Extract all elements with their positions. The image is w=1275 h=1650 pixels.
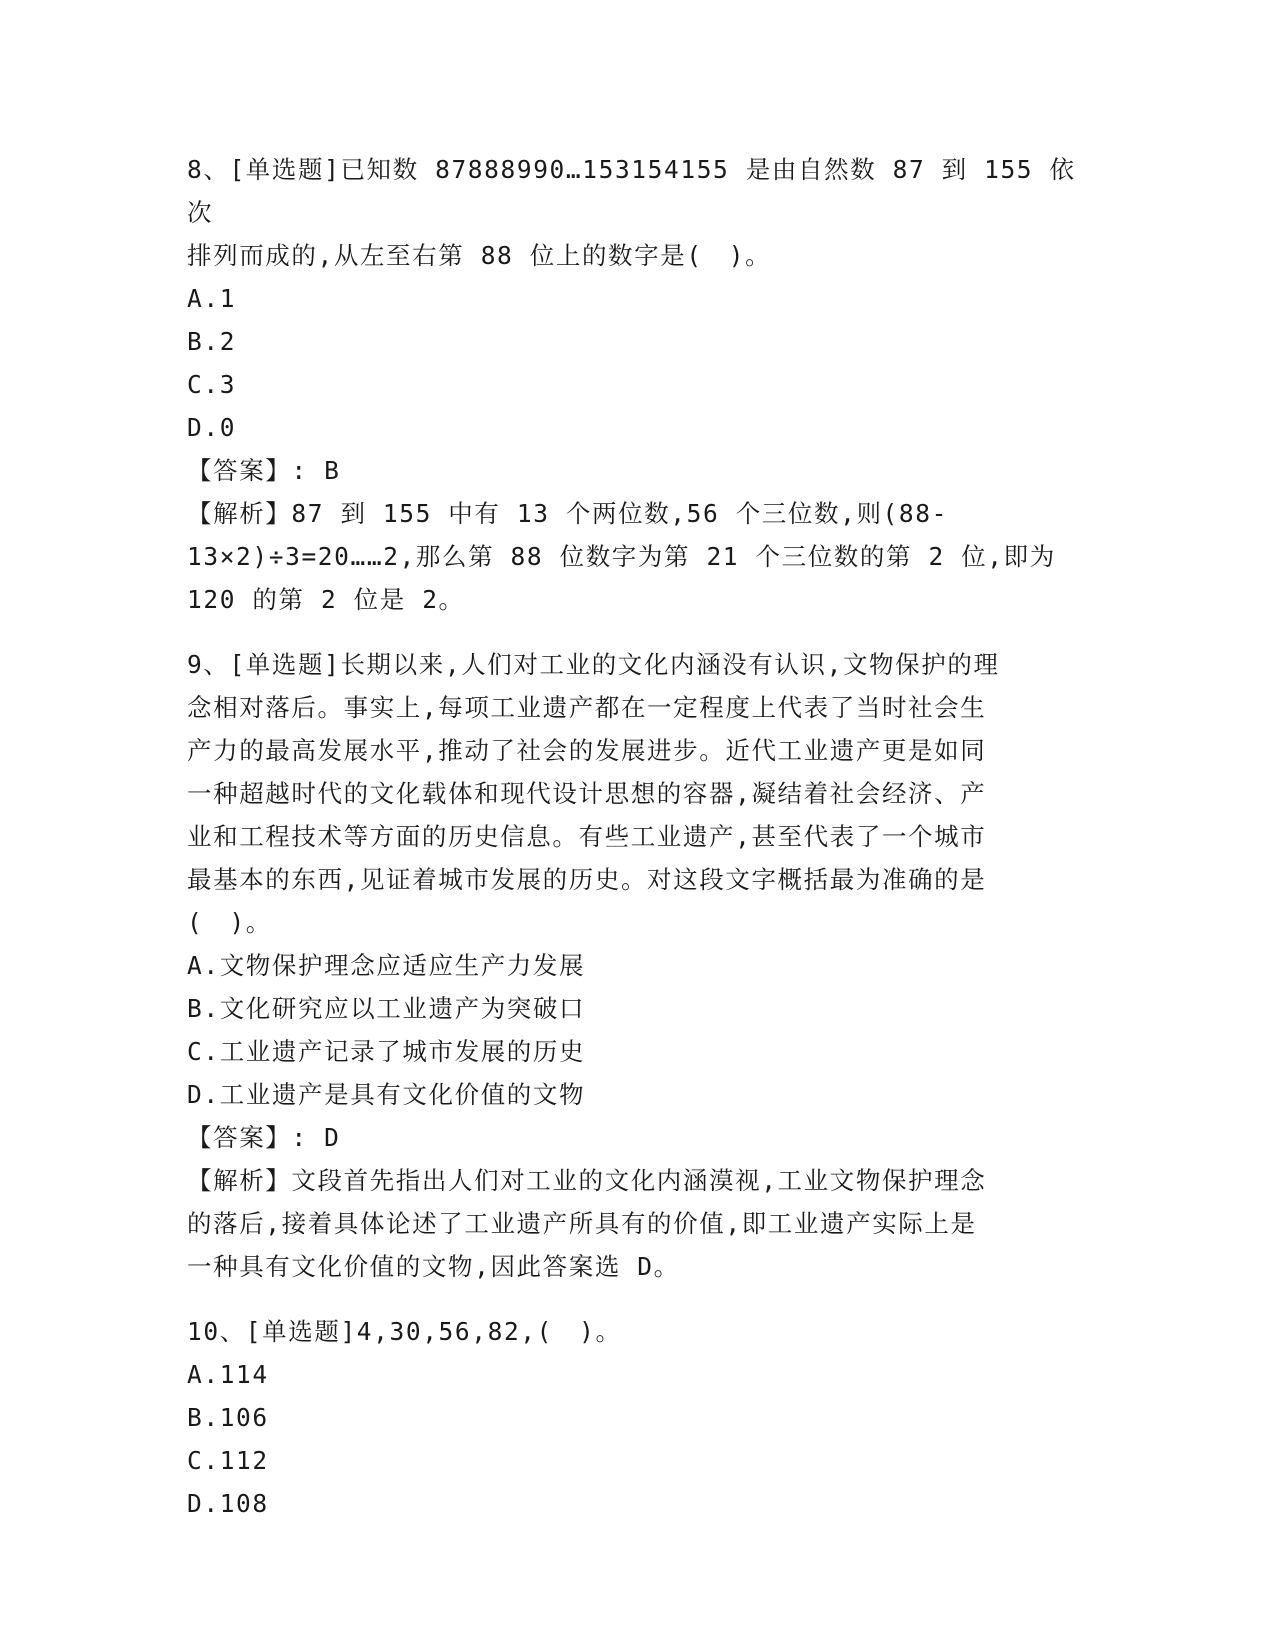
question-stem-line: 排列而成的,从左至右第 88 位上的数字是( )。 [187, 241, 772, 270]
option-b: B.2 [187, 327, 237, 356]
option-a: A.文物保护理念应适应生产力发展 [187, 951, 586, 980]
question-stem-line: 最基本的东西,见证着城市发展的历史。对这段文字概括最为准确的是 [187, 865, 987, 894]
option-c: C.工业遗产记录了城市发展的历史 [187, 1037, 586, 1066]
option-b: B.文化研究应以工业遗产为突破口 [187, 994, 586, 1023]
option-c: C.112 [187, 1446, 269, 1475]
document-page [187, 148, 1087, 1547]
option-d: D.108 [187, 1489, 269, 1518]
question-stem-line: 一种超越时代的文化载体和现代设计思想的容器,凝结着社会经济、产 [187, 779, 987, 808]
question-stem-line: 念相对落后。事实上,每项工业遗产都在一定程度上代表了当时社会生 [187, 693, 987, 722]
analysis-line: 一种具有文化价值的文物,因此答案选 D。 [187, 1252, 680, 1281]
analysis-line: 120 的第 2 位是 2。 [187, 585, 465, 614]
option-b: B.106 [187, 1403, 269, 1432]
analysis-line: 【解析】文段首先指出人们对工业的文化内涵漠视,工业文物保护理念 [187, 1166, 987, 1195]
analysis-line: 的落后,接着具体论述了工业遗产所具有的价值,即工业遗产实际上是 [187, 1209, 977, 1238]
option-c: C.3 [187, 370, 237, 399]
question-stem-line: 业和工程技术等方面的历史信息。有些工业遗产,甚至代表了一个城市 [187, 822, 987, 851]
question-stem-line: 10、[单选题]4,30,56,82,( )。 [187, 1317, 622, 1346]
option-a: A.114 [187, 1360, 269, 1389]
question-stem-line: 8、[单选题]已知数 87888990…153154155 是由自然数 87 到 155 依次 [187, 155, 1076, 227]
question-9 [187, 643, 1087, 1288]
question-stem-line: ( )。 [187, 908, 272, 937]
analysis-line: 【解析】87 到 155 中有 13 个两位数,56 个三位数,则(88- [187, 499, 948, 528]
option-d: D.0 [187, 413, 237, 442]
analysis-line: 13×2)÷3=20……2,那么第 88 位数字为第 21 个三位数的第 2 位,即为 [187, 542, 1056, 571]
question-10 [187, 1310, 1087, 1525]
answer-line: 【答案】: D [187, 1123, 341, 1152]
answer-line: 【答案】: B [187, 456, 341, 485]
question-stem-line: 9、[单选题]长期以来,人们对工业的文化内涵没有认识,文物保护的理 [187, 650, 1000, 679]
option-a: A.1 [187, 284, 237, 313]
option-d: D.工业遗产是具有文化价值的文物 [187, 1080, 586, 1109]
question-stem-line: 产力的最高发展水平,推动了社会的发展进步。近代工业遗产更是如同 [187, 736, 987, 765]
question-8 [187, 148, 1087, 621]
